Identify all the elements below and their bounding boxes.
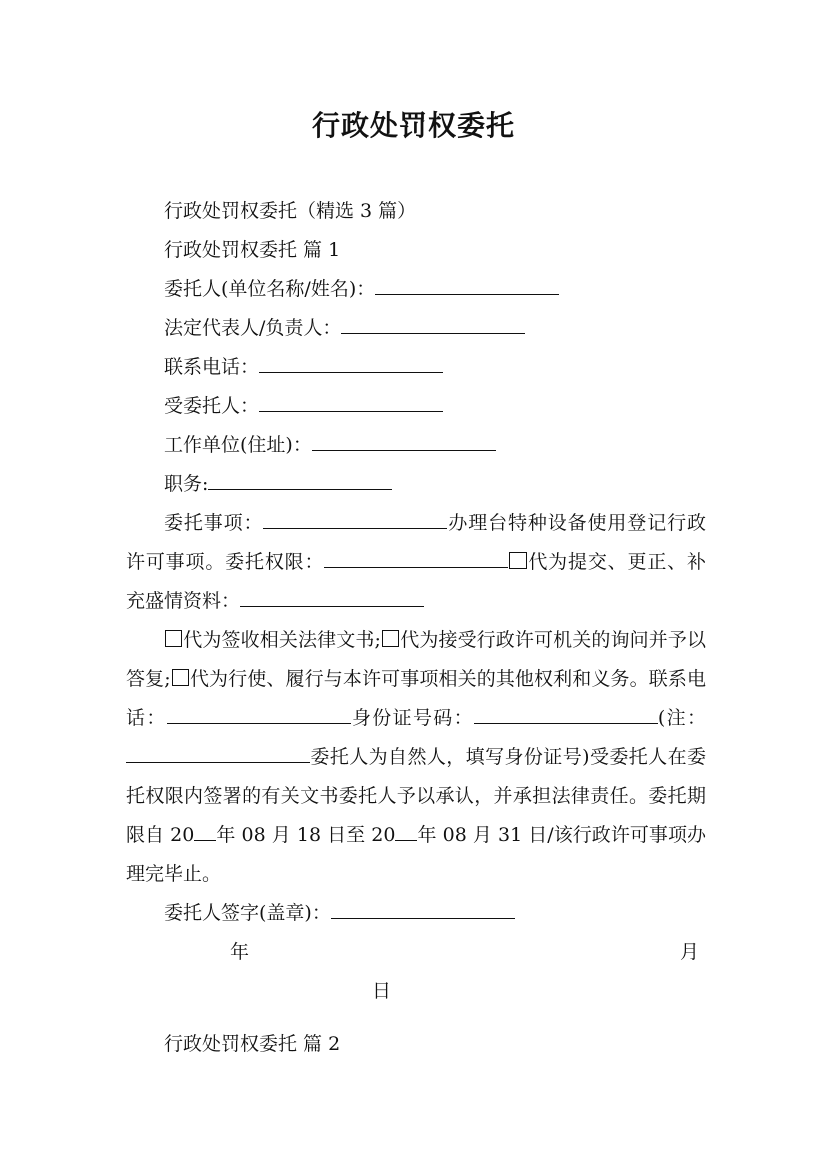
matter-blank — [263, 510, 447, 529]
option-inquiry-text: 代为接受行政许可机关的询问并予以答复; — [126, 629, 706, 690]
day-word: 日 — [372, 980, 392, 1002]
work-unit-label: 工作单位(住址)： — [164, 434, 312, 456]
phone-blank — [259, 354, 443, 373]
checkbox-icon — [509, 552, 526, 569]
authority-paragraph — [126, 621, 706, 894]
option-receive-text: 代为签收相关法律文书; — [183, 629, 381, 651]
matter-paragraph — [126, 504, 706, 621]
legal-rep-line — [126, 309, 706, 348]
period-b: 年 08 月 31 日/该行政许可事项办理完毕止。 — [126, 824, 707, 885]
checkbox-icon — [382, 630, 399, 647]
position-label: 职务: — [164, 473, 209, 495]
option-rights-text: 代为行使、履行与本许可事项相关的其他权利和义务。联系电话： — [126, 668, 706, 729]
legal-rep-label: 法定代表人/负责人： — [164, 317, 342, 339]
work-unit-line — [126, 426, 706, 465]
client-line — [126, 270, 706, 309]
work-unit-blank — [312, 432, 496, 451]
period-a: 年 08 月 18 日至 20 — [216, 824, 396, 846]
note-open: (注： — [657, 707, 706, 729]
materials-blank — [240, 588, 424, 607]
document-body — [126, 192, 706, 1064]
heading-selected: 行政处罚权委托（精选 3 篇） — [164, 200, 417, 222]
matter-text: 办理台特种设备使用登记行政许可事项。委托权限： — [126, 512, 706, 573]
checkbox-icon — [172, 669, 189, 686]
agent-label: 受委托人： — [164, 395, 260, 417]
start-year-blank — [194, 822, 216, 841]
month-word: 月 — [680, 941, 700, 963]
authority-blank — [324, 549, 508, 568]
option-submit-text: 代为提交、更正、补充盛情资料： — [126, 551, 706, 612]
agent-phone-blank — [167, 705, 351, 724]
position-line — [126, 465, 706, 504]
phone-label: 联系电话： — [164, 356, 260, 378]
agent-line — [126, 387, 706, 426]
heading-part-2: 行政处罚权委托 篇 2 — [164, 1033, 341, 1055]
agent-blank — [259, 393, 443, 412]
client-label: 委托人(单位名称/姓名)： — [164, 278, 376, 300]
heading-part-1: 行政处罚权委托 篇 1 — [164, 239, 341, 261]
checkbox-icon — [165, 630, 182, 647]
legal-rep-blank — [341, 315, 525, 334]
phone-line — [126, 348, 706, 387]
document-title: 行政处罚权委托 — [311, 109, 515, 142]
client-blank — [375, 276, 559, 295]
note-text: 委托人为自然人，填写身份证号)受委托人在委托权限内签署的有关文书委托人予以承认，并承担法律责任。委托期限自 20 — [126, 746, 706, 846]
signature-label: 委托人签字(盖章)： — [164, 902, 331, 924]
matter-label: 委托事项： — [164, 512, 264, 534]
position-blank — [208, 471, 392, 490]
signature-date — [126, 933, 706, 1025]
id-label: 身份证号码： — [350, 707, 474, 729]
signature-line — [126, 894, 706, 933]
signature-blank — [331, 900, 515, 919]
year-word: 年 — [230, 941, 250, 963]
end-year-blank — [395, 822, 417, 841]
note-blank — [126, 744, 310, 763]
id-blank — [474, 705, 658, 724]
